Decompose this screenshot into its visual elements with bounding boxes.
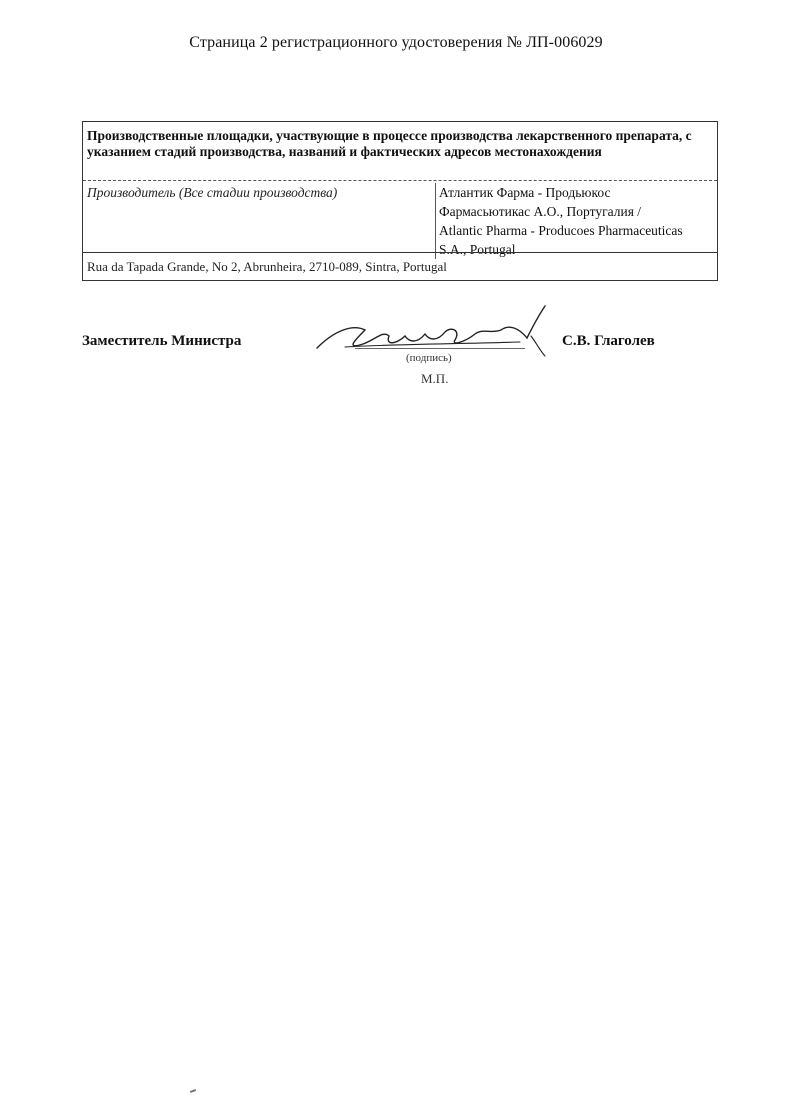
row-divider xyxy=(83,180,717,181)
signature-line xyxy=(355,348,525,349)
signature-block xyxy=(0,300,792,430)
manufacturer-line: S.A., Portugal xyxy=(439,242,516,257)
row-divider xyxy=(83,252,717,253)
table-heading: Производственные площадки, участвующие в процессе производства лекарственного препарата, с указанием стадий производства, названий и фактических адресов местонахождения xyxy=(87,128,692,159)
page-title: Страница 2 регистрационного удостоверения № ЛП-006029 xyxy=(189,34,603,51)
handwritten-signature xyxy=(305,300,565,360)
scan-artifact xyxy=(190,1089,196,1093)
manufacturer-line: Фармасьютикас А.О., Португалия / xyxy=(439,204,642,219)
site-address: Rua da Tapada Grande, No 2, Abrunheira, 2710-089, Sintra, Portugal xyxy=(87,259,447,274)
manufacturer-line: Atlantic Pharma - Producoes Pharmaceuticas xyxy=(439,223,683,238)
manufacturer-name xyxy=(435,183,717,259)
signature-caption: (подпись) xyxy=(406,352,452,364)
production-sites-table xyxy=(82,121,718,281)
stamp-label: М.П. xyxy=(421,371,449,386)
manufacturer-line: Атлантик Фарма - Продьюкос xyxy=(439,185,611,200)
producer-label: Производитель (Все стадии производства) xyxy=(87,185,338,200)
signer-position: Заместитель Министра xyxy=(82,333,242,349)
signer-name: С.В. Глаголев xyxy=(562,333,655,349)
